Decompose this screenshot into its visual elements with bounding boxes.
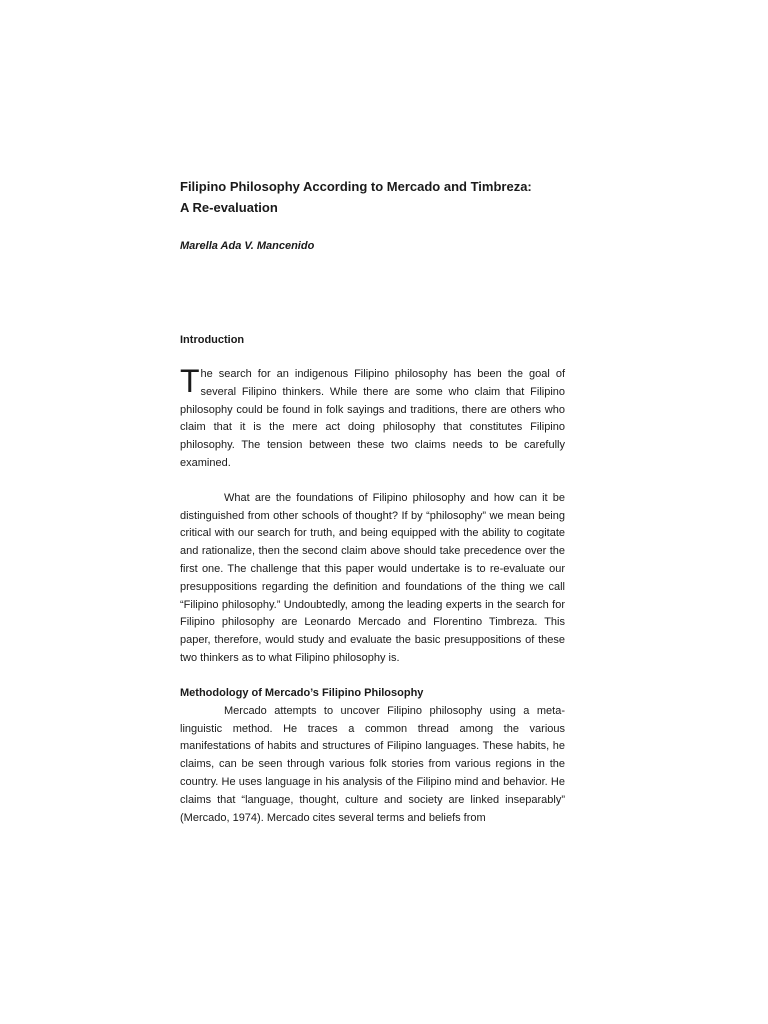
introduction-paragraph-1-text: he search for an indigenous Filipino philosophy has been the goal of several Filipino thinkers. While there are some who claim that Filipino philosophy could be found in folk sayings and traditions, there are others who claim that it is the mere act doing philosophy that constitutes Filipino philosophy. The tension between these two claims needs to be carefully examined. [180,368,565,469]
methodology-heading: Methodology of Mercado’s Filipino Philosophy [180,686,424,699]
methodology-paragraph-1: Mercado attempts to uncover Filipino philosophy using a meta-linguistic method. He traces a common thread among the various manifestations of habits and structures of Filipino languages. These habits, he claims, can be seen through various folk stories from various regions in the country. He uses language in his analysis of the Filipino mind and behavior. He claims that “language, thought, culture and society are linked inseparably” (Mercado, 1974). Mercado cites several terms and beliefs from [180,704,565,824]
paper-title-line-2: A Re-evaluation [180,200,278,215]
paper-title-line-1: Filipino Philosophy According to Mercado and Timbreza: [180,179,532,194]
drop-cap-letter: T [180,363,200,399]
paper-title [180,176,565,218]
introduction-paragraph-2: What are the foundations of Filipino philosophy and how can it be distinguished from other schools of thought? If by “philosophy” we mean being critical with our search for truth, and being equipped with the ability to cogitate and rationalize, then the second claim above should take precedence over the first one. The challenge that this paper would undertake is to re-evaluate our presuppositions regarding the definition and foundations of the thing we call “Filipino philosophy.” Undoubtedly, among the leading experts in the search for Filipino philosophy are Leonardo Mercado and Florentino Timbreza. This paper, therefore, would study and evaluate the basic presuppositions of these two thinkers as to what Filipino philosophy is. [180,491,565,664]
article-body [180,176,565,827]
introduction-paragraph-1 [180,363,565,473]
author-name: Marella Ada V. Mancenido [180,240,315,252]
introduction-heading: Introduction [180,334,245,346]
